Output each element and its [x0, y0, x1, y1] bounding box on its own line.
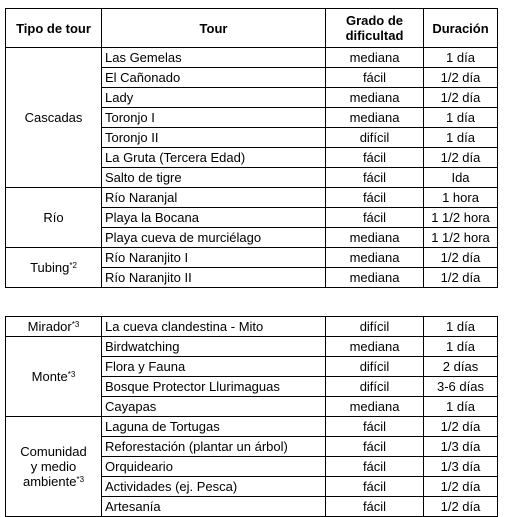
- duration-cell: 1 hora: [424, 188, 498, 208]
- table-row: [6, 417, 498, 437]
- difficulty-cell: mediana: [326, 108, 424, 128]
- header-tour: Tour: [102, 9, 326, 48]
- duration-cell: 1/2 día: [424, 417, 498, 437]
- duration-cell: 1/3 día: [424, 457, 498, 477]
- tour-type-cell: [6, 317, 102, 337]
- table-row: [6, 188, 498, 208]
- tour-type-cell: [6, 417, 102, 517]
- tour-name-cell: El Cañonado: [102, 68, 326, 88]
- duration-cell: Ida: [424, 168, 498, 188]
- difficulty-cell: difícil: [326, 377, 424, 397]
- tour-name-cell: Cayapas: [102, 397, 326, 417]
- duration-cell: 1/2 día: [424, 248, 498, 268]
- tour-name-cell: Salto de tigre: [102, 168, 326, 188]
- table-row: [6, 337, 498, 357]
- tour-name-cell: Lady: [102, 88, 326, 108]
- footnote-mark: *3: [76, 475, 85, 484]
- tour-name-cell: Orquideario: [102, 457, 326, 477]
- difficulty-cell: fácil: [326, 148, 424, 168]
- table-row: [6, 48, 498, 68]
- tour-name-cell: Playa cueva de murciélago: [102, 228, 326, 248]
- difficulty-cell: difícil: [326, 317, 424, 337]
- tour-type-cell: [6, 337, 102, 417]
- tour-name-cell: La cueva clandestina - Mito: [102, 317, 326, 337]
- tour-name-cell: Playa la Bocana: [102, 208, 326, 228]
- tour-type-cell: [6, 48, 102, 188]
- difficulty-cell: fácil: [326, 457, 424, 477]
- difficulty-cell: mediana: [326, 397, 424, 417]
- tour-name-cell: Flora y Fauna: [102, 357, 326, 377]
- tour-name-cell: Las Gemelas: [102, 48, 326, 68]
- tour-type-label: Mirador: [27, 319, 72, 334]
- difficulty-cell: fácil: [326, 188, 424, 208]
- duration-cell: 1/3 día: [424, 437, 498, 457]
- duration-cell: 1 día: [424, 397, 498, 417]
- tour-name-cell: Birdwatching: [102, 337, 326, 357]
- header-row: [6, 9, 498, 48]
- tour-name-cell: Río Naranjito I: [102, 248, 326, 268]
- duration-cell: 1/2 día: [424, 148, 498, 168]
- tour-name-cell: Reforestación (plantar un árbol): [102, 437, 326, 457]
- difficulty-cell: mediana: [326, 88, 424, 108]
- difficulty-cell: mediana: [326, 48, 424, 68]
- tour-name-cell: Toronjo I: [102, 108, 326, 128]
- duration-cell: 1/2 día: [424, 88, 498, 108]
- footnote-mark: *2: [69, 261, 77, 270]
- tour-name-cell: Río Naranjito II: [102, 268, 326, 288]
- footnote-mark: *3: [71, 320, 80, 329]
- difficulty-cell: fácil: [326, 168, 424, 188]
- tour-name-cell: Artesanía: [102, 497, 326, 517]
- tour-type-cell: [6, 188, 102, 248]
- duration-cell: 1 día: [424, 128, 498, 148]
- tour-type-label: Monte: [31, 369, 68, 384]
- difficulty-cell: fácil: [326, 417, 424, 437]
- tour-name-cell: Laguna de Tortugas: [102, 417, 326, 437]
- difficulty-cell: difícil: [326, 128, 424, 148]
- difficulty-cell: fácil: [326, 437, 424, 457]
- tour-type-label: Tubing: [30, 260, 70, 275]
- difficulty-cell: fácil: [326, 477, 424, 497]
- difficulty-cell: mediana: [326, 228, 424, 248]
- tour-name-cell: Actividades (ej. Pesca): [102, 477, 326, 497]
- tour-type-label: Río: [43, 210, 64, 225]
- duration-cell: 1 1/2 hora: [424, 228, 498, 248]
- duration-cell: 3-6 días: [424, 377, 498, 397]
- duration-cell: 1 día: [424, 48, 498, 68]
- difficulty-cell: fácil: [326, 208, 424, 228]
- header-tipo: Tipo de tour: [6, 9, 102, 48]
- difficulty-cell: mediana: [326, 268, 424, 288]
- difficulty-cell: fácil: [326, 68, 424, 88]
- duration-cell: 2 días: [424, 357, 498, 377]
- duration-cell: 1/2 día: [424, 497, 498, 517]
- tour-type-label: ambiente: [22, 474, 77, 489]
- tour-type-label: Comunidad: [20, 444, 87, 459]
- difficulty-cell: fácil: [326, 497, 424, 517]
- duration-cell: 1 1/2 hora: [424, 208, 498, 228]
- tour-table-main: [5, 8, 498, 288]
- duration-cell: 1 día: [424, 317, 498, 337]
- footnote-mark: *3: [67, 370, 76, 379]
- duration-cell: 1/2 día: [424, 268, 498, 288]
- tour-table-secondary: [5, 316, 498, 517]
- duration-cell: 1 día: [424, 337, 498, 357]
- duration-cell: 1/2 día: [424, 68, 498, 88]
- table-row: [6, 317, 498, 337]
- duration-cell: 1/2 día: [424, 477, 498, 497]
- tour-type-label: Cascadas: [24, 110, 83, 125]
- tour-type-label: y medio: [30, 459, 77, 474]
- table-row: [6, 248, 498, 268]
- tour-type-cell: [6, 248, 102, 288]
- tour-name-cell: La Gruta (Tercera Edad): [102, 148, 326, 168]
- tour-name-cell: Río Naranjal: [102, 188, 326, 208]
- tour-name-cell: Bosque Protector Llurimaguas: [102, 377, 326, 397]
- difficulty-cell: difícil: [326, 357, 424, 377]
- header-duracion: Duración: [424, 9, 498, 48]
- header-grado: Grado de dificultad: [326, 9, 424, 48]
- tour-name-cell: Toronjo II: [102, 128, 326, 148]
- duration-cell: 1 día: [424, 108, 498, 128]
- difficulty-cell: mediana: [326, 337, 424, 357]
- difficulty-cell: mediana: [326, 248, 424, 268]
